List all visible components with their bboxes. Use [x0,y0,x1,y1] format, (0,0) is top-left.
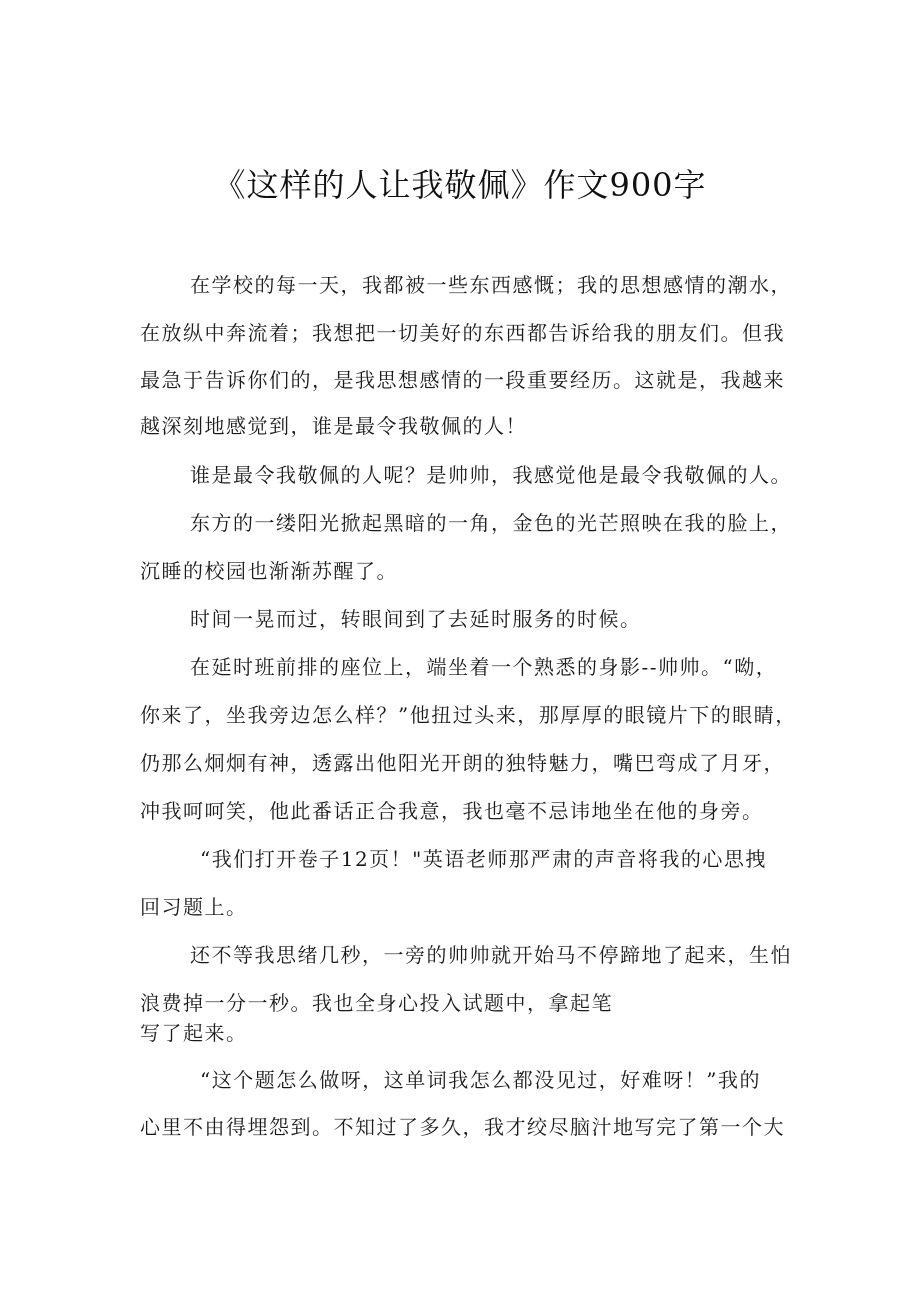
text-line: 冲我呵呵笑，他此番话正合我意，我也毫不忌讳地坐在他的身旁。 [140,799,764,823]
text-line: 你来了，坐我旁边怎么样？”他扭过头来，那厚厚的眼镜片下的眼睛， [140,703,797,727]
text-line: 时间一晃而过，转眼间到了去延时服务的时候。 [190,607,642,631]
text-line: 在延时班前排的座位上，端坐着一个熟悉的身影--帅帅。“呦， [190,655,778,679]
essay-title: 《这样的人让我敬佩》作文900字 [213,166,707,204]
text-line: 最急于告诉你们的，是我思想感情的一段重要经历。这就是，我越来 [140,368,785,392]
text-line: 谁是最令我敬佩的人呢？是帅帅，我感觉他是最令我敬佩的人。 [190,463,792,487]
text-line: 仍那么炯炯有神，透露出他阳光开朗的独特魅力，嘴巴弯成了月牙， [140,751,785,775]
text-line: “我们打开卷子12页！"英语老师那严肃的声音将我的心思拽 [200,847,767,871]
text-line: 回习题上。 [140,895,248,919]
text-line: “这个题怎么做呀，这单词我怎么都没见过，好难呀！”我的 [200,1068,761,1092]
text-line: 心里不由得埋怨到。不知过了多久，我才绞尽脑汁地写完了第一个大 [140,1115,785,1139]
text-line: 在放纵中奔流着；我想把一切美好的东西都告诉给我的朋友们。但我 [140,321,785,345]
text-line: 沉睡的校园也渐渐苏醒了。 [140,559,398,583]
text-line: 浪费掉一分一秒。我也全身心投入试题中，拿起笔 [140,991,613,1015]
text-line: 在学校的每一天，我都被一些东西感慨；我的思想感情的潮水， [190,273,792,297]
text-line: 越深刻地感觉到，谁是最令我敬佩的人！ [140,414,527,438]
text-line: 写了起来。 [140,1021,248,1045]
text-line: 东方的一缕阳光掀起黑暗的一角，金色的光芒照映在我的脸上， [190,511,792,535]
text-line: 还不等我思绪几秒，一旁的帅帅就开始马不停蹄地了起来，生怕 [190,943,792,967]
